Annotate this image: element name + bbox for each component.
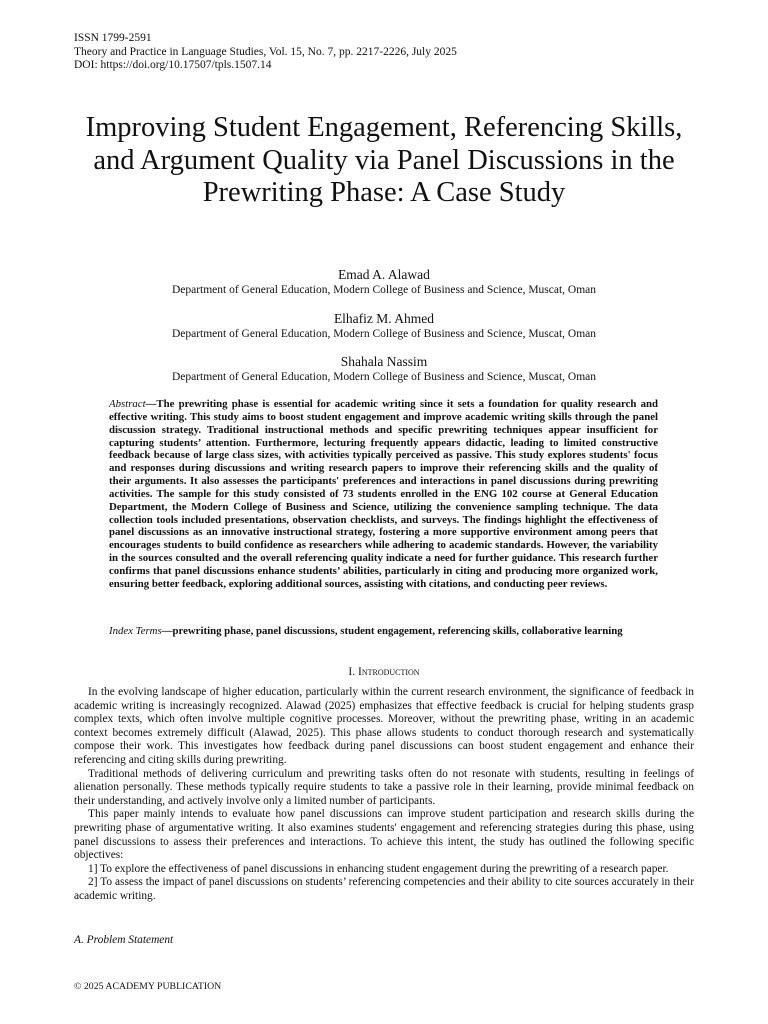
author-name: Emad A. Alawad	[338, 267, 430, 282]
author-affiliation: Department of General Education, Modern College of Business and Science, Muscat, Oman	[171, 371, 597, 383]
author-block	[74, 311, 694, 341]
abstract-label: Abstract	[109, 398, 146, 410]
index-terms-text: —prewriting phase, panel discussions, student engagement, referencing skills, collaborative learning	[161, 625, 623, 637]
author-block	[74, 354, 694, 384]
copyright-footer: © 2025 ACADEMY PUBLICATION	[74, 981, 222, 992]
body-text	[74, 686, 694, 904]
objective-item: 1] To explore the effectiveness of panel discussions in enhancing student engagement during the prewriting of a research paper.	[88, 862, 669, 875]
paragraph: Traditional methods of delivering curriculum and prewriting tasks often do not resonate with students, resulting in feelings of alienation personally. These methods typically require students to take a passive role in their learning, provide minimal feedback on their understanding, and actively involve only a limited number of participants.	[74, 767, 694, 807]
paragraph: In the evolving landscape of higher education, particularly within the current research environment, the significance of feedback in academic writing is increasingly recognized. Alawad (2025) emphasizes that effective feedback is crucial for helping students grasp complex texts, which often involve multiple cognitive processes. Moreover, without the prewriting phase, writing in an academic context becomes extremely difficult (Alawad, 2025). This phase allows students to conduct thorough research and systematically compose their work. This investigates how feedback during panel discussions can boost student engagement and enhance their referencing and citing skills during prewriting.	[74, 686, 694, 766]
doi: DOI: https://doi.org/10.17507/tpls.1507.14	[74, 59, 272, 72]
author-name: Elhafiz M. Ahmed	[333, 311, 435, 326]
section-heading	[74, 665, 694, 679]
section-number: I.	[348, 666, 358, 678]
paragraph: This paper mainly intends to evaluate how panel discussions can improve student participation and research skills during the prewriting phase of argumentative writing. It also examines students' engagement and referencing strategies during this phase, using panel discussions to assess their preferences and interactions. To achieve this intent, the study has outlined the following specific objectives:	[74, 808, 694, 862]
author-affiliation: Department of General Education, Modern College of Business and Science, Muscat, Oman	[171, 328, 597, 340]
section-title: Introduction	[357, 666, 420, 678]
author-affiliation: Department of General Education, Modern College of Business and Science, Muscat, Oman	[171, 284, 597, 296]
index-terms-label: Index Terms	[109, 625, 162, 637]
index-terms	[109, 625, 669, 638]
author-block	[74, 267, 694, 297]
abstract-text: —The prewriting phase is essential for academic writing since it sets a foundation for quality research and effective writing. This study aims to boost student engagement and improve academic writing skills through the panel discussion strategy. Traditional instructional methods and specific prewriting techniques appear insufficient for capturing students’ attention. Furthermore, lecturing frequently appears didactic, leading to limited constructive feedback because of large class sizes, with activities typically perceived as passive. This study explores students' focus and responses during discussions and writing research papers to improve their referencing skills and the quality of their arguments. It also assesses the participants' preferences and interactions in panel discussions during prewriting activities. The sample for this study consisted of 73 students enrolled in the ENG 102 course at General Education Department, the Modern College of Business and Science, utilizing the convenience sampling technique. The data collection tools included presentations, observation checklists, and surveys. The findings highlight the effectiveness of panel discussions as an innovative instructional strategy, fostering a more supportive environment among peers that encourages students to build confidence as researchers while adhering to academic standards. However, the variability in the sources consulted and the overall referencing quality indicate a need for further guidance. This research further confirms that panel discussions enhance students’ abilities, particularly in citing and producing more organized work, ensuring better feedback, exploring additional sources, assisting with citations, and conducting peer reviews.	[109, 398, 658, 590]
subsection-heading: A. Problem Statement	[74, 934, 174, 946]
objective-item: 2] To assess the impact of panel discussions on students’ referencing competencies and their ability to cite sources accurately in their academic writing.	[74, 876, 694, 902]
author-name: Shahala Nassim	[340, 354, 428, 369]
abstract	[109, 398, 658, 591]
journal-citation: Theory and Practice in Language Studies, Vol. 15, No. 7, pp. 2217-2226, July 2025	[74, 45, 457, 58]
paper-title: Improving Student Engagement, Referencing Skills, and Argument Quality via Panel Discussions in the Prewriting Phase: A Case Study	[85, 112, 683, 209]
journal-header	[74, 32, 457, 73]
issn: ISSN 1799-2591	[74, 32, 152, 44]
